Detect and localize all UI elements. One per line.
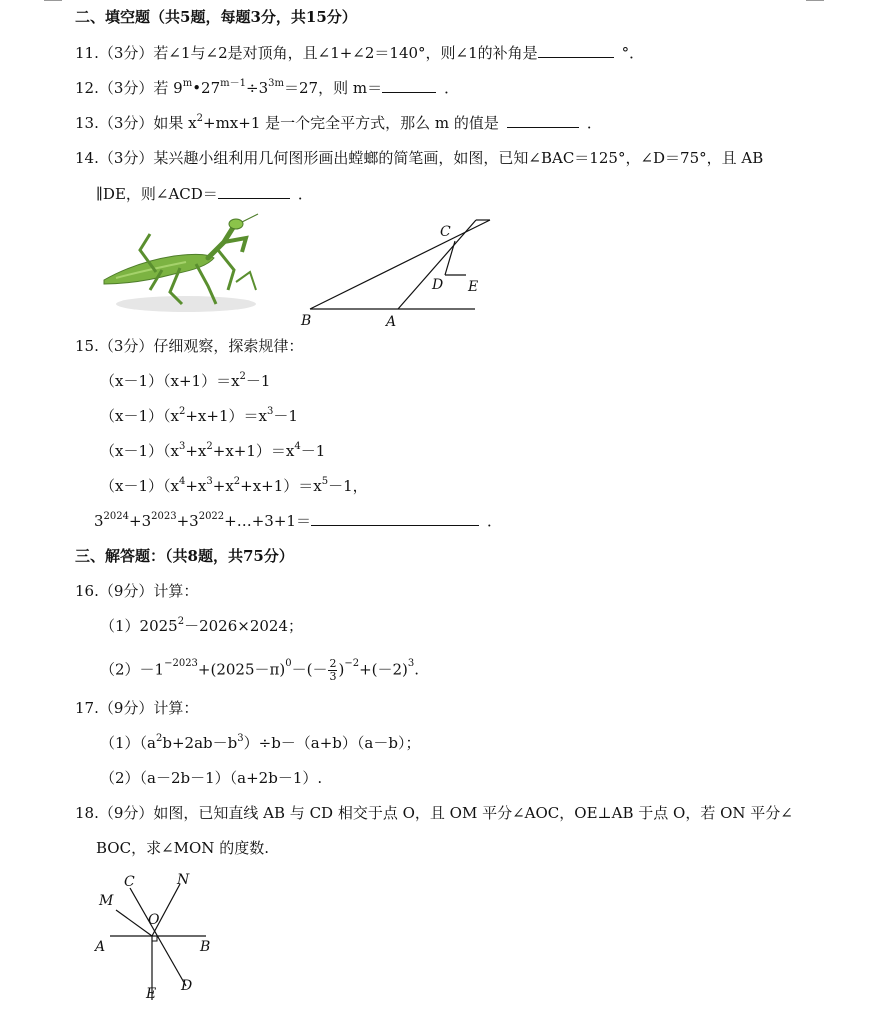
q15-row-1: $(x-1)(x+1)=x^2-1$ [100, 371, 271, 390]
label-A-q14: A [386, 314, 397, 330]
question-18-line1: 18.（9分）如图，已知直线 AB 与 CD 相交于点 O，且 OM 平分∠AOC，OE⊥AB 于点 O，若 ON 平分∠ [75, 804, 793, 822]
answer-blank-15[interactable] [311, 511, 479, 526]
label-E-q18: E [146, 986, 157, 1002]
question-14-line1: 14.（3分）某兴趣小组利用几何图形画出螳螂的简笔画，如图，已知∠BAC＝125°，∠D＝75°，且 AB [75, 149, 764, 167]
q14-geometry-figure [300, 214, 500, 330]
label-C-q14: C [440, 224, 451, 240]
fraction-two-thirds: $\frac{2}{3}$ [329, 657, 337, 683]
label-A-q18: A [95, 939, 106, 955]
mantis-image [96, 212, 268, 318]
q16-part-2: $(2)-1^{-2023}+(2025-\pi)^0-(-$ $\frac{2}{3}$ )$^{-2}+(-2)^3$. [100, 657, 420, 683]
question-13: 13.（3分）如果 $x^2+mx+1$ 是一个完全平方式，那么 m 的值是 ． [75, 113, 602, 132]
question-17: 17.（9分）计算： [75, 699, 199, 717]
label-N-q18: N [177, 872, 190, 888]
label-O-q18: O [148, 912, 160, 928]
question-16: 16.（9分）计算： [75, 582, 199, 600]
q15-final-expression: $3^{2024}+3^{2023}+3^{2022}+\dots+3+1=$ ． [94, 511, 502, 530]
q15-row-2: $(x-1)(x^2+x+1)=x^3-1$ [100, 406, 298, 425]
q17-part-1: $(1)(a^2b+2ab-b^3)\div b-(a+b)(a-b)$； [100, 733, 421, 752]
label-C-q18: C [124, 874, 135, 890]
section-heading-fill-in: 二、填空题（共5题，每题3分，共15分） [75, 8, 357, 26]
label-D-q18: D [181, 978, 193, 994]
label-E-q14: E [468, 279, 479, 295]
answer-blank-12[interactable] [382, 78, 436, 93]
q15-row-4: $(x-1)(x^4+x^3+x^2+x+1)=x^5-1$， [100, 476, 368, 495]
question-11: 11.（3分）若∠1与∠2是对顶角，且∠1+∠2＝140°，则∠1的补角是 °． [75, 44, 645, 62]
label-D-q14: D [432, 277, 444, 293]
question-15: 15.（3分）仔细观察，探索规律： [75, 337, 304, 355]
answer-blank-11[interactable] [538, 43, 614, 58]
top-left-mark [44, 0, 62, 1]
answer-blank-13[interactable] [507, 113, 579, 128]
question-14-line2: ∥DE，则∠ACD＝ ． [96, 185, 313, 203]
q17-part-2: （2）（a－2b－1）（a+2b－1）. [100, 769, 323, 787]
section-heading-solutions: 三、解答题：（共8题，共75分） [75, 547, 294, 565]
top-right-mark [806, 0, 824, 1]
q15-row-3: $(x-1)(x^3+x^2+x+1)=x^4-1$ [100, 441, 326, 460]
label-B-q18: B [200, 939, 211, 955]
question-12: 12.（3分）若 $9^m•27^{m-1}\div 3^{3m}=27$，则 m＝ ． [75, 78, 460, 97]
answer-blank-14[interactable] [218, 184, 290, 199]
label-M-q18: M [99, 893, 114, 909]
question-18-line2: BOC，求∠MON 的度数. [96, 839, 269, 857]
q16-part-1: $(1)2025^2-2026\times 2024$； [100, 616, 304, 635]
label-B-q14: B [301, 313, 312, 329]
